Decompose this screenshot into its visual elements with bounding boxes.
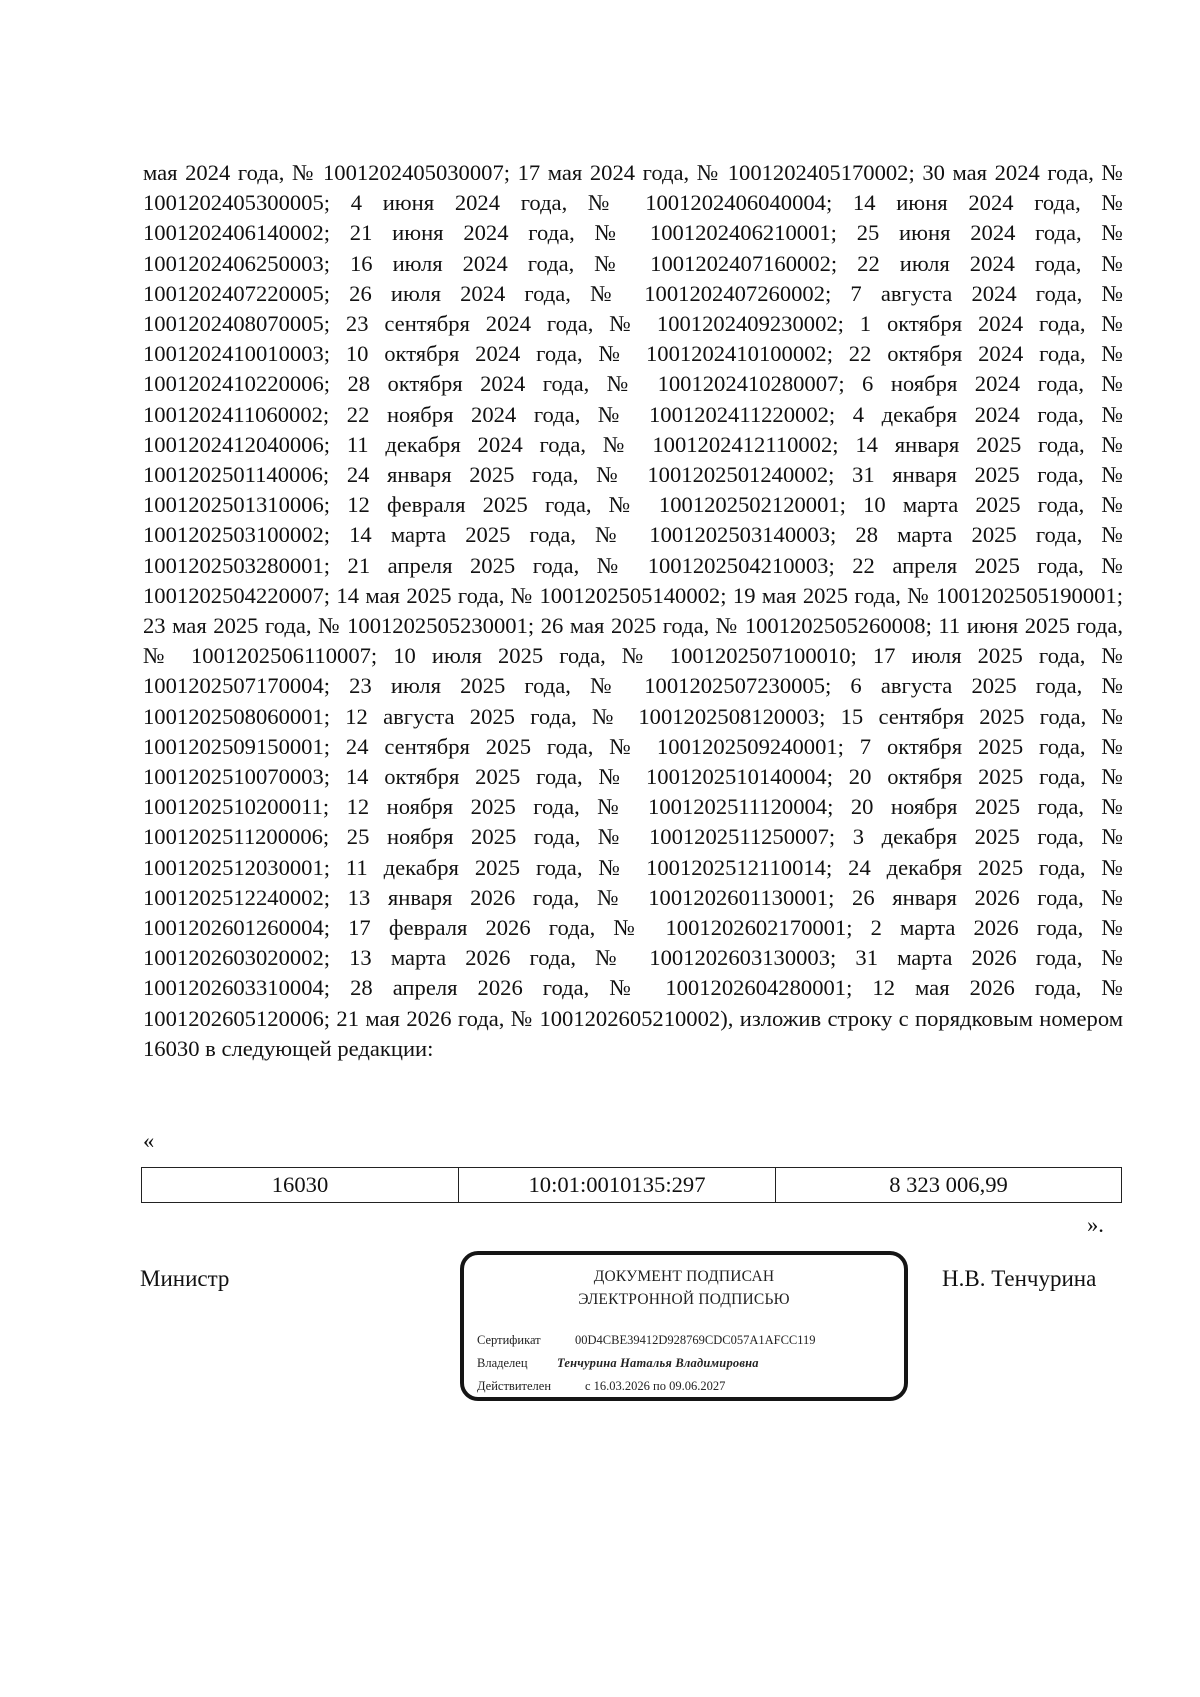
stamp-validity-row xyxy=(477,1378,725,1394)
validity-value: с 16.03.2026 по 09.06.2027 xyxy=(585,1379,726,1393)
value-cell: 8 323 006,99 xyxy=(776,1168,1122,1203)
validity-label: Действителен xyxy=(477,1379,552,1393)
stamp-title xyxy=(464,1265,904,1311)
body-paragraph: мая 2024 года, № 1001202405030007; 17 мая 2024 года, № 1001202405170002; 30 мая 2024 года, № 1001202405300005; 4 июня 2024 года, № 1001202406040004; 14 июня 2024 года, № 1001202406140002; 21 июня 2024 года, № 1001202406210001; 25 июня 2024 года, № 1001202406250003; 16 июля 2024 года, № 1001202407160002; 22 июля 2024 года, № 1001202407220005; 26 июля 2024 года, № 1001202407260002; 7 августа 2024 года, № 1001202408070005; 23 сентября 2024 года, № 1001202409230002; 1 октября 2024 года, № 1001202410010003; 10 октября 2024 года, № 1001202410100002; 22 октября 2024 года, № 1001202410220006; 28 октября 2024 года, № 1001202410280007; 6 ноября 2024 года, № 1001202411060002; 22 ноября 2024 года, № 1001202411220002; 4 декабря 2024 года, № 1001202412040006; 11 декабря 2024 года, № 1001202412110002; 14 января 2025 года, № 1001202501140006; 24 января 2025 года, № 1001202501240002; 31 января 2025 года, № 1001202501310006; 12 февраля 2025 года, № 1001202502120001; 10 марта 2025 года, № 1001202503100002; 14 марта 2025 года, № 1001202503140003; 28 марта 2025 года, № 1001202503280001; 21 апреля 2025 года, № 1001202504210003; 22 апреля 2025 года, № 1001202504220007; 14 мая 2025 года, № 1001202505140002; 19 мая 2025 года, № 1001202505190001; 23 мая 2025 года, № 1001202505230001; 26 мая 2025 года, № 1001202505260008; 11 июня 2025 года, № 1001202506110007; 10 июля 2025 года, № 1001202507100010; 17 июля 2025 года, № 1001202507170004; 23 июля 2025 года, № 1001202507230005; 6 августа 2025 года, № 1001202508060001; 12 августа 2025 года, № 1001202508120003; 15 сентября 2025 года, № 1001202509150001; 24 сентября 2025 года, № 1001202509240001; 7 октября 2025 года, № 1001202510070003; 14 октября 2025 года, № 1001202510140004; 20 октября 2025 года, № 1001202510200011; 12 ноября 2025 года, № 1001202511120004; 20 ноября 2025 года, № 1001202511200006; 25 ноября 2025 года, № 1001202511250007; 3 декабря 2025 года, № 1001202512030001; 11 декабря 2025 года, № 1001202512110014; 24 декабря 2025 года, № 1001202512240002; 13 января 2026 года, № 1001202601130001; 26 января 2026 года, № 1001202601260004; 17 февраля 2026 года, № 1001202602170001; 2 марта 2026 года, № 1001202603020002; 13 марта 2026 года, № 1001202603130003; 31 марта 2026 года, № 1001202603310004; 28 апреля 2026 года, № 1001202604280001; 12 мая 2026 года, № 1001202605120006; 21 мая 2026 года, № 1001202605210002), изложив строку с порядковым номером 16030 в следующей редакции: xyxy=(143,160,1123,1061)
row-number-cell: 16030 xyxy=(142,1168,459,1203)
stamp-certificate-row xyxy=(477,1332,816,1348)
owner-label: Владелец xyxy=(477,1356,528,1370)
signer-name: Н.В. Тенчурина xyxy=(942,1266,1097,1291)
certificate-value: 00D4CBE39412D928769CDC057A1AFCC119 xyxy=(575,1333,816,1347)
certificate-label: Сертификат xyxy=(477,1333,541,1347)
electronic-signature-stamp xyxy=(460,1251,908,1401)
stamp-title-line1: ДОКУМЕНТ ПОДПИСАН xyxy=(593,1268,775,1285)
stamp-title-line2: ЭЛЕКТРОННОЙ ПОДПИСЬЮ xyxy=(578,1291,790,1308)
amended-row-table xyxy=(141,1167,1122,1203)
stamp-owner-row xyxy=(477,1355,759,1371)
opening-quote: « xyxy=(143,1128,155,1153)
closing-quote: ». xyxy=(1087,1212,1104,1237)
table-row xyxy=(142,1168,1122,1203)
owner-value: Тенчурина Наталья Владимировна xyxy=(557,1356,759,1370)
cadastral-number-cell: 10:01:0010135:297 xyxy=(459,1168,776,1203)
signer-position: Министр xyxy=(140,1266,230,1291)
